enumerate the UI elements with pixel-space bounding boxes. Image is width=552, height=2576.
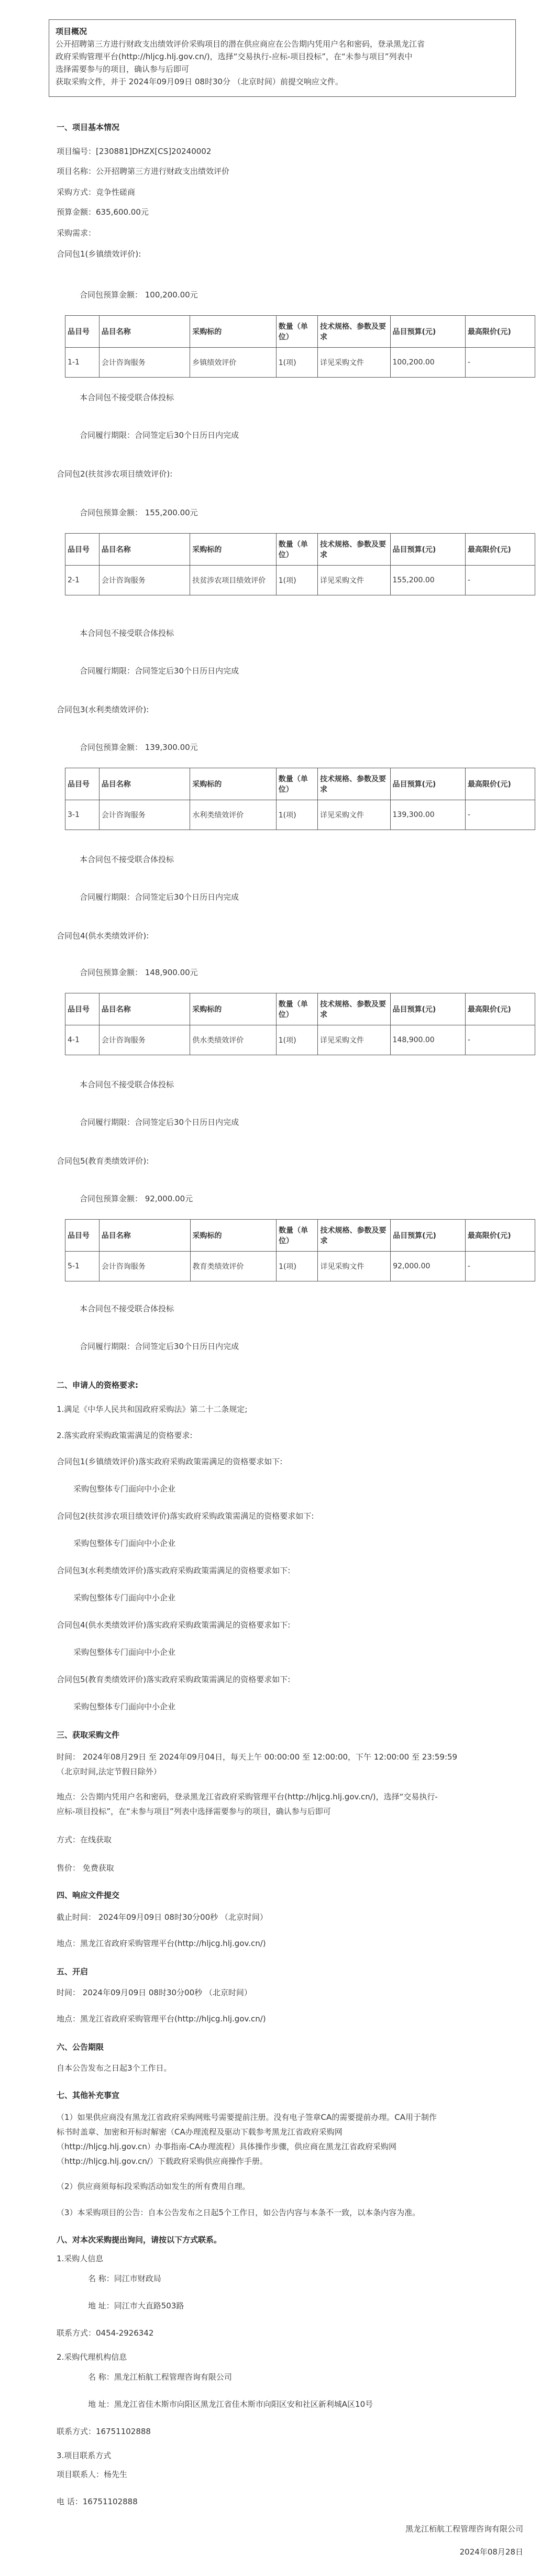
package-budget: 合同包预算金额： 92,000.00元 <box>80 1194 193 1203</box>
qualification-detail: 采购包整体专门面向中小企业 <box>73 1702 176 1711</box>
table-cell: 1(项) <box>276 348 317 378</box>
supplement-line: 标书时盖章、加密和开标时解密（CA办理流程及驱动下载参考黑龙江省政府采购网 <box>57 2127 343 2137</box>
package-budget: 合同包预算金额： 139,300.00元 <box>80 743 198 752</box>
acquisition-time-note: （北京时间,法定节假日除外） <box>57 1767 161 1776</box>
qualification-line: 2.落实政府采购政策需满足的资格要求: <box>57 1431 193 1440</box>
overview-heading: 项目概况 <box>56 27 87 36</box>
qualification-detail: 采购包整体专门面向中小企业 <box>73 1539 176 1548</box>
project-number: 项目编号：[230881]DHZX[CS]20240002 <box>57 147 212 156</box>
column-header: 最高限价(元) <box>465 993 535 1025</box>
agent-address: 地 址：黑龙江省佳木斯市向阳区黑龙江省佳木斯市向阳区安和社区新利城A区10号 <box>88 2400 373 2409</box>
table-cell: 详见采购文件 <box>317 1025 390 1055</box>
section-title: 八、对本次采购提出询问，请按以下方式联系。 <box>57 2235 222 2245</box>
consortium-note: 本合同包不接受联合体投标 <box>80 1080 174 1089</box>
overview-line: 选择需要参与的项目，确认参与后即可 <box>56 64 190 74</box>
table-cell: 会计咨询服务 <box>99 1025 190 1055</box>
overview-line: 政府采购管理平台(http://hljcg.hlj.gov.cn/)，选择“交易执行-应标-项目投标”，在“未参与项目”列表中 <box>56 52 413 61</box>
table-cell: 水利类绩效评价 <box>190 800 276 830</box>
table-cell: - <box>465 1025 535 1055</box>
table-cell: - <box>465 1252 535 1281</box>
table-header-row <box>65 534 535 566</box>
package-name: 合同包2(扶贫涉农项目绩效评价): <box>57 469 173 479</box>
table-header-row <box>65 768 535 800</box>
qualification-detail: 采购包整体专门面向中小企业 <box>73 1648 176 1657</box>
table-cell: 供水类绩效评价 <box>190 1025 276 1055</box>
package-name: 合同包3(水利类绩效评价): <box>57 705 149 714</box>
footer-company: 黑龙江栢航工程管理咨询有限公司 <box>405 2524 523 2534</box>
section-title: 六、公告期限 <box>57 2042 104 2052</box>
contract-term: 合同履行期限：合同签定后30个日历日内完成 <box>80 1342 239 1351</box>
section-title: 一、项目基本情况 <box>57 123 120 132</box>
section-title: 四、响应文件提交 <box>57 1890 120 1900</box>
package-table <box>65 993 535 1055</box>
acquisition-place-cont: 应标-项目投标”，在“未参与项目”列表中选择需要参与的项目，确认参与后即可 <box>57 1807 331 1816</box>
package-budget: 合同包预算金额： 155,200.00元 <box>80 508 198 517</box>
column-header: 最高限价(元) <box>465 768 535 800</box>
column-header: 品目名称 <box>99 1220 190 1252</box>
table-row <box>65 800 535 830</box>
supplement-line: （http://hljcg.hlj.gov.cn/）下载政府采购供应商操作手册。 <box>57 2157 268 2166</box>
opening-place: 地点：黑龙江省政府采购管理平台(http://hljcg.hlj.gov.cn/) <box>57 2014 266 2024</box>
procurement-method: 采购方式：竞争性磋商 <box>57 187 136 197</box>
section-title: 三、获取采购文件 <box>57 1730 120 1740</box>
column-header: 最高限价(元) <box>465 316 535 348</box>
notice-period: 自本公告发布之日起3个工作日。 <box>57 2063 172 2073</box>
table-cell: 1(项) <box>276 1025 317 1055</box>
table-cell: 5-1 <box>65 1252 100 1281</box>
acquisition-time: 时间： 2024年08月29日 至 2024年09月04日，每天上午 00:00:00 至 12:00:00，下午 12:00:00 至 23:59:59 <box>57 1752 458 1762</box>
qualification-package: 合同包3(水利类绩效评价)落实政府采购政策需满足的资格要求如下: <box>57 1566 291 1575</box>
column-header: 品目名称 <box>99 316 190 348</box>
footer-date: 2024年08月28日 <box>459 2547 523 2557</box>
column-header: 数量（单位） <box>276 768 317 800</box>
column-header: 最高限价(元) <box>465 1220 535 1252</box>
package-table <box>65 1219 535 1281</box>
acquisition-price: 售价： 免费获取 <box>57 1863 114 1873</box>
contract-term: 合同履行期限：合同签定后30个日历日内完成 <box>80 430 239 440</box>
table-header-row <box>65 316 535 348</box>
column-header: 品目号 <box>65 768 100 800</box>
table-cell: 1(项) <box>276 800 317 830</box>
table-cell: 92,000.00 <box>391 1252 466 1281</box>
table-cell: - <box>465 800 535 830</box>
contract-term: 合同履行期限：合同签定后30个日历日内完成 <box>80 892 239 902</box>
contract-term: 合同履行期限：合同签定后30个日历日内完成 <box>80 666 239 676</box>
package-name: 合同包4(供水类绩效评价): <box>57 931 149 941</box>
table-row <box>65 1025 535 1055</box>
buyer-phone: 联系方式：0454-2926342 <box>57 2328 154 2338</box>
table-cell: 会计咨询服务 <box>99 800 190 830</box>
column-header: 采购标的 <box>190 316 276 348</box>
procurement-requirement: 采购需求： <box>57 228 96 238</box>
column-header: 采购标的 <box>190 768 276 800</box>
agent-name: 名 称：黑龙江栢航工程管理咨询有限公司 <box>88 2372 232 2382</box>
supplement-line: （3）本采购项目的公告：自本公告发布之日起5个工作日，如公告内容与本条不一致，以本条内容为准。 <box>57 2208 421 2217</box>
column-header: 品目号 <box>65 316 100 348</box>
package-budget: 合同包预算金额： 100,200.00元 <box>80 290 198 300</box>
column-header: 数量（单位） <box>277 1220 318 1252</box>
table-header-row <box>65 993 535 1025</box>
table-cell: 4-1 <box>65 1025 100 1055</box>
consortium-note: 本合同包不接受联合体投标 <box>80 393 174 402</box>
column-header: 数量（单位） <box>276 534 317 566</box>
column-header: 技术规格、参数及要求 <box>317 993 390 1025</box>
qualification-package: 合同包2(扶贫涉农项目绩效评价)落实政府采购政策需满足的资格要求如下: <box>57 1511 314 1521</box>
agent-heading: 2.采购代理机构信息 <box>57 2352 127 2362</box>
column-header: 品目号 <box>65 534 100 566</box>
package-table <box>65 315 535 378</box>
agent-phone: 联系方式：16751102888 <box>57 2427 151 2436</box>
acquisition-method: 方式：在线获取 <box>57 1835 112 1844</box>
column-header: 品目预算(元) <box>390 768 465 800</box>
table-cell: 1(项) <box>276 566 317 595</box>
overview-line: 获取采购文件，并于 2024年09月09日 08时30分 （北京时间）前提交响应文件。 <box>56 77 343 86</box>
contact-person: 项目联系人：杨先生 <box>57 2470 128 2479</box>
table-cell: 3-1 <box>65 800 100 830</box>
column-header: 品目预算(元) <box>391 1220 466 1252</box>
column-header: 采购标的 <box>190 993 276 1025</box>
qualification-detail: 采购包整体专门面向中小企业 <box>73 1484 176 1494</box>
consortium-note: 本合同包不接受联合体投标 <box>80 855 174 864</box>
qualification-package: 合同包5(教育类绩效评价)落实政府采购政策需满足的资格要求如下: <box>57 1675 291 1684</box>
overview-line: 公开招聘第三方进行财政支出绩效评价采购项目的潜在供应商应在公告期内凭用户名和密码，登录黑龙江省 <box>56 39 425 49</box>
package-name: 合同包1(乡镇绩效评价): <box>57 249 141 259</box>
table-cell: 148,900.00 <box>390 1025 465 1055</box>
table-row <box>65 1252 535 1281</box>
opening-time: 时间： 2024年09月09日 08时30分00秒 （北京时间） <box>57 1988 252 1997</box>
column-header: 采购标的 <box>190 534 276 566</box>
column-header: 技术规格、参数及要求 <box>317 534 390 566</box>
table-cell: 乡镇绩效评价 <box>190 348 276 378</box>
table-cell: - <box>465 348 535 378</box>
section-title: 二、申请人的资格要求: <box>57 1380 138 1390</box>
buyer-heading: 1.采购人信息 <box>57 2254 104 2263</box>
package-table <box>65 533 535 595</box>
column-header: 技术规格、参数及要求 <box>317 768 390 800</box>
column-header: 品目预算(元) <box>390 316 465 348</box>
column-header: 品目号 <box>65 993 100 1025</box>
section-title: 五、开启 <box>57 1967 89 1976</box>
qualification-package: 合同包1(乡镇绩效评价)落实政府采购政策需满足的资格要求如下: <box>57 1457 283 1466</box>
table-cell: 扶贫涉农项目绩效评价 <box>190 566 276 595</box>
table-cell: 1-1 <box>65 348 100 378</box>
supplement-line: （http://hljcg.hlj.gov.cn）办事指南-CA办理流程）具体操作步骤，供应商在黑龙江省政府采购网 <box>57 2142 397 2151</box>
table-cell: 会计咨询服务 <box>99 348 190 378</box>
column-header: 品目名称 <box>99 768 190 800</box>
column-header: 品目预算(元) <box>390 534 465 566</box>
submission-place: 地点：黑龙江省政府采购管理平台(http://hljcg.hlj.gov.cn/) <box>57 1939 266 1948</box>
table-cell: - <box>465 566 535 595</box>
buyer-name: 名 称：同江市财政局 <box>88 2274 161 2283</box>
supplement-line: （2）供应商须每标段采购活动如发生的所有费用自理。 <box>57 2182 250 2191</box>
consortium-note: 本合同包不接受联合体投标 <box>80 1304 174 1313</box>
column-header: 数量（单位） <box>276 316 317 348</box>
column-header: 数量（单位） <box>276 993 317 1025</box>
contract-term: 合同履行期限：合同签定后30个日历日内完成 <box>80 1118 239 1127</box>
column-header: 品目名称 <box>99 534 190 566</box>
table-row <box>65 348 535 378</box>
contact-phone: 电 话：16751102888 <box>57 2497 138 2506</box>
table-cell: 2-1 <box>65 566 100 595</box>
table-cell: 139,300.00 <box>390 800 465 830</box>
consortium-note: 本合同包不接受联合体投标 <box>80 628 174 638</box>
table-header-row <box>65 1220 535 1252</box>
column-header: 品目预算(元) <box>390 993 465 1025</box>
package-name: 合同包5(教育类绩效评价): <box>57 1156 149 1166</box>
column-header: 技术规格、参数及要求 <box>318 1220 391 1252</box>
column-header: 技术规格、参数及要求 <box>317 316 390 348</box>
table-cell: 会计咨询服务 <box>99 566 190 595</box>
buyer-address: 地 址：同江市大直路503路 <box>88 2301 184 2310</box>
budget-amount: 预算金额：635,600.00元 <box>57 207 149 217</box>
table-cell: 155,200.00 <box>390 566 465 595</box>
table-cell: 100,200.00 <box>390 348 465 378</box>
supplement-line: （1）如果供应商没有黑龙江省政府采购网账号需要提前注册。没有电子签章CA的需要提前办理。CA用于制作 <box>57 2113 437 2122</box>
qualification-package: 合同包4(供水类绩效评价)落实政府采购政策需满足的资格要求如下: <box>57 1620 291 1630</box>
table-cell: 详见采购文件 <box>317 348 390 378</box>
column-header: 品目号 <box>65 1220 100 1252</box>
table-cell: 详见采购文件 <box>318 1252 391 1281</box>
qualification-line: 1.满足《中华人民共和国政府采购法》第二十二条规定; <box>57 1405 248 1414</box>
project-name: 项目名称：公开招聘第三方进行财政支出绩效评价 <box>57 167 230 176</box>
project-overview-box <box>49 19 516 97</box>
section-title: 七、其他补充事宜 <box>57 2091 120 2100</box>
package-budget: 合同包预算金额： 148,900.00元 <box>80 968 198 977</box>
column-header: 品目名称 <box>99 993 190 1025</box>
package-table <box>65 768 535 830</box>
table-cell: 1(项) <box>277 1252 318 1281</box>
column-header: 最高限价(元) <box>465 534 535 566</box>
table-cell: 会计咨询服务 <box>99 1252 190 1281</box>
qualification-detail: 采购包整体专门面向中小企业 <box>73 1593 176 1602</box>
table-row <box>65 566 535 595</box>
acquisition-place: 地点：公告期内凭用户名和密码，登录黑龙江省政府采购管理平台(http://hljcg.hlj.gov.cn/)，选择“交易执行- <box>57 1792 438 1801</box>
column-header: 采购标的 <box>190 1220 277 1252</box>
table-cell: 教育类绩效评价 <box>190 1252 277 1281</box>
table-cell: 详见采购文件 <box>317 566 390 595</box>
table-cell: 详见采购文件 <box>317 800 390 830</box>
contact-heading: 3.项目联系方式 <box>57 2451 112 2460</box>
submission-deadline: 截止时间： 2024年09月09日 08时30分00秒 （北京时间） <box>57 1912 268 1922</box>
